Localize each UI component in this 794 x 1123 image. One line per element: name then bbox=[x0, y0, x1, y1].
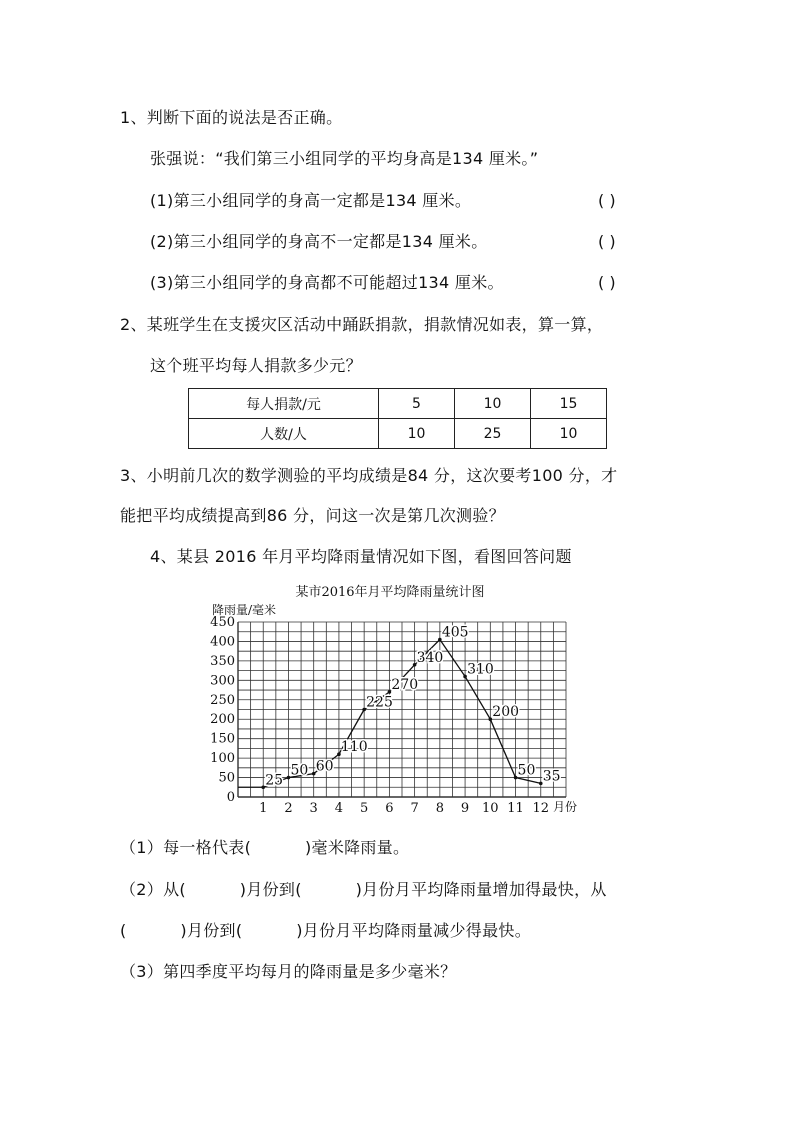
data-label: 50 bbox=[290, 762, 309, 779]
data-label: 110 bbox=[340, 739, 368, 756]
q4-sub-2a: （2）从( )月份到( )月份月平均降雨量增加得最快，从 bbox=[120, 880, 607, 899]
q4-sub-3: （3）第四季度平均每月的降雨量是多少毫米？ bbox=[120, 962, 457, 981]
data-label: 50 bbox=[517, 762, 536, 779]
q2-line-2: 这个班平均每人捐款多少元？ bbox=[150, 356, 362, 375]
table-row bbox=[189, 419, 607, 449]
y-tick-label: 400 bbox=[210, 634, 235, 650]
table-cell: 15 bbox=[531, 389, 607, 419]
table-cell: 10 bbox=[531, 419, 607, 449]
data-label: 225 bbox=[366, 694, 393, 711]
x-tick-label: 5 bbox=[360, 801, 369, 816]
rainfall-line-chart bbox=[200, 578, 600, 818]
table-cell: 10 bbox=[455, 389, 531, 419]
x-tick-label: 10 bbox=[482, 801, 499, 816]
q1-answer-1[interactable]: ( ) bbox=[598, 191, 616, 210]
table-cell: 人数/人 bbox=[189, 419, 379, 449]
y-tick-label: 200 bbox=[210, 712, 235, 728]
table-row bbox=[189, 389, 607, 419]
x-tick-label: 9 bbox=[460, 801, 470, 816]
data-label: 405 bbox=[441, 624, 469, 641]
x-tick-label: 3 bbox=[309, 801, 318, 816]
x-tick-label: 4 bbox=[334, 801, 344, 816]
q3-line-1: 3、小明前几次的数学测验的平均成绩是84 分，这次要考100 分，才 bbox=[120, 466, 618, 485]
table-cell: 10 bbox=[379, 419, 455, 449]
data-label: 60 bbox=[315, 758, 334, 775]
q4-sub-1: （1）每一格代表( )毫米降雨量。 bbox=[120, 838, 410, 857]
data-label: 310 bbox=[467, 661, 494, 678]
q1-answer-2[interactable]: ( ) bbox=[598, 232, 616, 251]
y-tick-label: 0 bbox=[226, 790, 235, 805]
y-tick-label: 150 bbox=[210, 731, 235, 747]
table-cell: 25 bbox=[455, 419, 531, 449]
q3-line-2: 能把平均成绩提高到86 分，问这一次是第几次测验？ bbox=[120, 506, 505, 525]
y-tick-label: 350 bbox=[210, 653, 235, 669]
donation-table bbox=[188, 388, 607, 449]
data-label: 270 bbox=[391, 677, 419, 693]
q1-quote: 张强说：“我们第三小组同学的平均身高是134 厘米。” bbox=[150, 149, 539, 168]
x-tick-label: 11 bbox=[507, 801, 524, 816]
q1-title: 1、判断下面的说法是否正确。 bbox=[120, 108, 343, 127]
x-tick-label: 12 bbox=[532, 801, 550, 816]
chart-title: 某市2016年月平均降雨量统计图 bbox=[295, 585, 485, 600]
q1-item-2: (2)第三小组同学的身高不一定都是134 厘米。 bbox=[150, 232, 488, 251]
y-tick-label: 100 bbox=[210, 751, 235, 767]
x-tick-label: 2 bbox=[284, 801, 293, 816]
y-axis-label: 降雨量/毫米 bbox=[212, 603, 277, 617]
y-tick-label: 300 bbox=[210, 673, 235, 689]
table-cell: 每人捐款/元 bbox=[189, 389, 379, 419]
x-tick-label: 8 bbox=[435, 801, 444, 816]
x-axis-label: 月份 bbox=[553, 800, 578, 814]
data-label: 200 bbox=[492, 704, 520, 721]
data-label: 340 bbox=[416, 649, 444, 666]
q1-item-1: (1)第三小组同学的身高一定都是134 厘米。 bbox=[150, 191, 472, 210]
q1-answer-3[interactable]: ( ) bbox=[598, 273, 616, 292]
q1-item-3: (3)第三小组同学的身高都不可能超过134 厘米。 bbox=[150, 273, 504, 292]
data-label: 35 bbox=[542, 768, 561, 785]
x-tick-label: 6 bbox=[385, 801, 394, 816]
data-label: 25 bbox=[265, 772, 284, 789]
y-tick-label: 450 bbox=[210, 615, 235, 630]
y-tick-label: 50 bbox=[218, 770, 235, 786]
q4-sub-2b: ( )月份到( )月份月平均降雨量减少得最快。 bbox=[120, 921, 531, 940]
q4-intro: 4、某县 2016 年月平均降雨量情况如下图，看图回答问题 bbox=[150, 547, 572, 566]
x-tick-label: 1 bbox=[259, 801, 268, 816]
y-tick-label: 250 bbox=[210, 692, 235, 708]
x-tick-label: 7 bbox=[410, 801, 419, 816]
table-cell: 5 bbox=[379, 389, 455, 419]
q2-line-1: 2、某班学生在支援灾区活动中踊跃捐款，捐款情况如表，算一算， bbox=[120, 315, 604, 334]
